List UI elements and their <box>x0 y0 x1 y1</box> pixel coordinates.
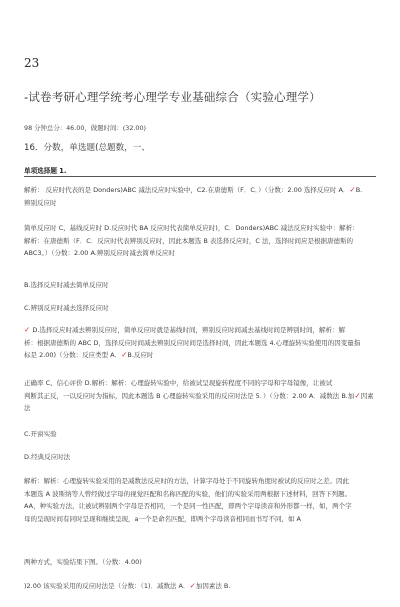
section-heading: 单项选择题 1. <box>24 165 376 177</box>
paragraph: D.经典反应时法 <box>24 453 71 461</box>
paragraph: 正确率 C、信心评价 D.解析：解析：心理旋转实验中，给被试呈现旋转程度不同的字母和字母镜像，让被试 判断其正反，一以反应时为指标，因此本题选 B 心理旋转实验采用的反应时法是 5．）（分数：2.00 A．减数法 B.加✓因素法 <box>24 379 374 413</box>
check-mark-icon: ✓ <box>189 581 196 590</box>
check-mark-icon: ✓ <box>121 350 128 360</box>
paragraph: )2.00 该实验采用的反应时法是（分数：（1)．减数法 A．✓加因素法 B. <box>24 581 231 590</box>
paragraph: C.辨别反应时减去选择反应时 <box>24 304 109 312</box>
paragraph: C.开窗实验 <box>24 430 57 438</box>
document-title: -试卷考研心理学统考心理学专业基础综合（实验心理学） <box>24 90 321 104</box>
paragraph: 解析： 反应时代表的是 Donders)ABC 减法反应时实验中，C2.在唐德斯（F．C．）（分数：2.00 选择反应时 A．✓B. 辨别反应时 <box>24 185 363 207</box>
paragraph: 两种方式，实验结果下图。（分数：4.00) <box>24 558 142 566</box>
page-number: 23 <box>24 56 40 70</box>
check-mark-icon: ✓ <box>354 390 361 400</box>
paragraph: B.选择反应时减去简单反应时 <box>24 281 109 289</box>
paragraph: 解析：解析：心理旋转实验采用的是减数法反应时的方法，计算字母处于不同旋转角度时被试的反应时之差。因此 本题选 A 波斯纳等人曾经做过字母的视觉匹配和名称匹配的实验，他们的实验采用两根据下述材料，回答下列题。 AA，种实验方法，让被试辨别两个字母是否相同，一个是同一性匹配，即两个字母读音和外形都一样，如，两个字 母的呈现时间有同时呈现和继续呈现，a一个是命名匹配，即两个字母读音相同而书写不同，如 A <box>24 477 352 523</box>
check-mark-icon: ✓ <box>349 185 356 194</box>
paragraph: 简单反应时 C、基线反应时 D.反应时代 BA 反应时代表简单反应时)，C．Donders)ABC 减法反应时实验中：解析： 解析：在唐德斯（F．C．反应时代表辨别反应时，因此本题选 B 表选择反应时，C 法，选择时间应是根据唐德斯的 ABC3。）（分数：2.00 A.辨别反应时减去简单反应时 <box>24 224 359 258</box>
check-mark-icon: ✓ <box>24 325 31 334</box>
section-subheading: 16．分数，单选题(总题数，一、 <box>24 143 151 153</box>
paragraph: ✓ D.选择反应时减去辨别反应时，简单反应时就是基线时间，辨别反应时间减去基线时间是辨别时间，解析：解 析：根据唐德斯的 ABC D，选择反应时间减去辨别反应时间是选择时间，因此本题选 4.心理旋转实验使用的因变量指 标是 2.00)（分数：反应类型 A．✓B.反应时 <box>24 325 361 360</box>
exam-meta: 98 分钟总分：46.00，做题时间：(32.00) <box>24 124 147 132</box>
